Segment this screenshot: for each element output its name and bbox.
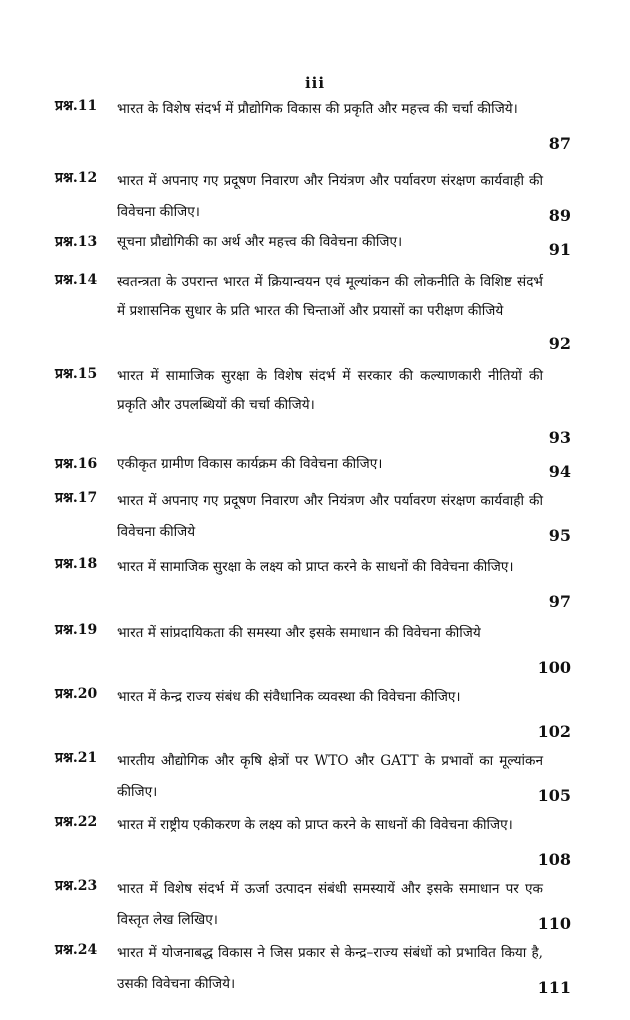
toc-entry <box>55 230 575 262</box>
question-text: भारत में योजनाबद्ध विकास ने जिस प्रकार से केन्द्र–राज्य संबंधों को प्रभावित किया है, उसकी विवेचना कीजिये। <box>117 945 543 992</box>
question-text: भारत में सामाजिक सुरक्षा के लक्ष्य को प्राप्त करने के साधनों की विवेचना कीजिए। <box>117 559 514 575</box>
question-text: भारत में राष्ट्रीय एकीकरण के लक्ष्य को प्राप्त करने के साधनों की विवेचना कीजिए। <box>117 817 513 833</box>
question-label: प्रश्न.15 <box>55 366 98 382</box>
page-ref: 89 <box>548 206 571 225</box>
page-ref: 94 <box>548 462 571 481</box>
toc-entry <box>55 682 575 744</box>
question-label: प्रश्न.23 <box>55 878 98 894</box>
question-label: प्रश्न.11 <box>55 98 98 114</box>
toc-entry <box>55 166 575 228</box>
page-ref: 100 <box>537 658 571 677</box>
toc-entry <box>55 268 575 356</box>
question-label: प्रश्न.16 <box>55 456 98 472</box>
question-label: प्रश्न.21 <box>55 750 98 766</box>
question-text: भारत में सामाजिक सुरक्षा के विशेष संदर्भ में सरकार की कल्याणकारी नीतियों की प्रकृति और उपलब्धियों की चर्चा कीजिये। <box>117 368 543 413</box>
page-ref: 105 <box>537 786 571 805</box>
question-text: स्वतन्त्रता के उपरान्त भारत में क्रियान्वयन एवं मूल्यांकन की लोकनीति के विशिष्ट संदर्भ में प्रशासनिक सुधार के प्रति भारत की चिन्ताओं और प्रयासों का परीक्षण कीजिये <box>117 274 543 319</box>
question-text: भारत में केन्द्र राज्य संबंध की संवैधानिक व्यवस्था की विवेचना कीजिए। <box>117 689 461 705</box>
question-text: सूचना प्रौद्योगिकी का अर्थ और महत्त्व की विवेचना कीजिए। <box>117 234 403 250</box>
question-label: प्रश्न.12 <box>55 170 98 186</box>
toc-entry <box>55 552 575 614</box>
page-ref: 97 <box>548 592 571 611</box>
question-text: एकीकृत ग्रामीण विकास कार्यक्रम की विवेचना कीजिए। <box>117 456 383 472</box>
page-ref: 93 <box>548 428 571 447</box>
toc-entry <box>55 94 575 156</box>
question-text: भारत के विशेष संदर्भ में प्रौद्योगिक विकास की प्रकृति और महत्त्व की चर्चा कीजिये। <box>117 101 518 117</box>
toc-entry <box>55 874 575 936</box>
question-text: भारत में अपनाए गए प्रदूषण निवारण और नियंत्रण और पर्यावरण संरक्षण कार्यवाही की विवेचना कीजिए। <box>117 173 543 220</box>
question-label: प्रश्न.24 <box>55 942 98 958</box>
question-text: भारत में सांप्रदायिकता की समस्या और इसके समाधान की विवेचना कीजिये <box>117 625 481 641</box>
question-label: प्रश्न.19 <box>55 622 98 638</box>
toc-entry <box>55 810 575 872</box>
question-text: भारतीय औद्योगिक और कृषि क्षेत्रों पर WTO और GATT के प्रभावों का मूल्यांकन कीजिए। <box>117 753 543 800</box>
toc-entry <box>55 362 575 450</box>
question-label: प्रश्न.14 <box>55 272 98 288</box>
page-ref: 92 <box>548 334 571 353</box>
page-ref: 110 <box>537 914 571 933</box>
page-ref: 95 <box>548 526 571 545</box>
page-ref: 91 <box>548 240 571 259</box>
question-label: प्रश्न.22 <box>55 814 98 830</box>
toc-entry <box>55 452 575 484</box>
toc-entry <box>55 618 575 680</box>
page-ref: 108 <box>537 850 571 869</box>
question-label: प्रश्न.13 <box>55 234 98 250</box>
toc-entry <box>55 746 575 808</box>
page-ref: 102 <box>537 722 571 741</box>
page-ref: 111 <box>537 978 571 997</box>
question-label: प्रश्न.18 <box>55 556 98 572</box>
toc-entry <box>55 938 575 1000</box>
toc-entry <box>55 486 575 548</box>
question-label: प्रश्न.20 <box>55 686 98 702</box>
question-text: भारत में विशेष संदर्भ में ऊर्जा उत्पादन संबंधी समस्यायें और इसके समाधान पर एक विस्तृत लेख लिखिए। <box>117 881 543 928</box>
table-of-contents <box>55 94 575 1000</box>
page-number: iii <box>304 74 326 92</box>
question-label: प्रश्न.17 <box>55 490 98 506</box>
question-text: भारत में अपनाए गए प्रदूषण निवारण और नियंत्रण और पर्यावरण संरक्षण कार्यवाही की विवेचना कीजिये <box>117 493 543 540</box>
page-ref: 87 <box>548 134 571 153</box>
